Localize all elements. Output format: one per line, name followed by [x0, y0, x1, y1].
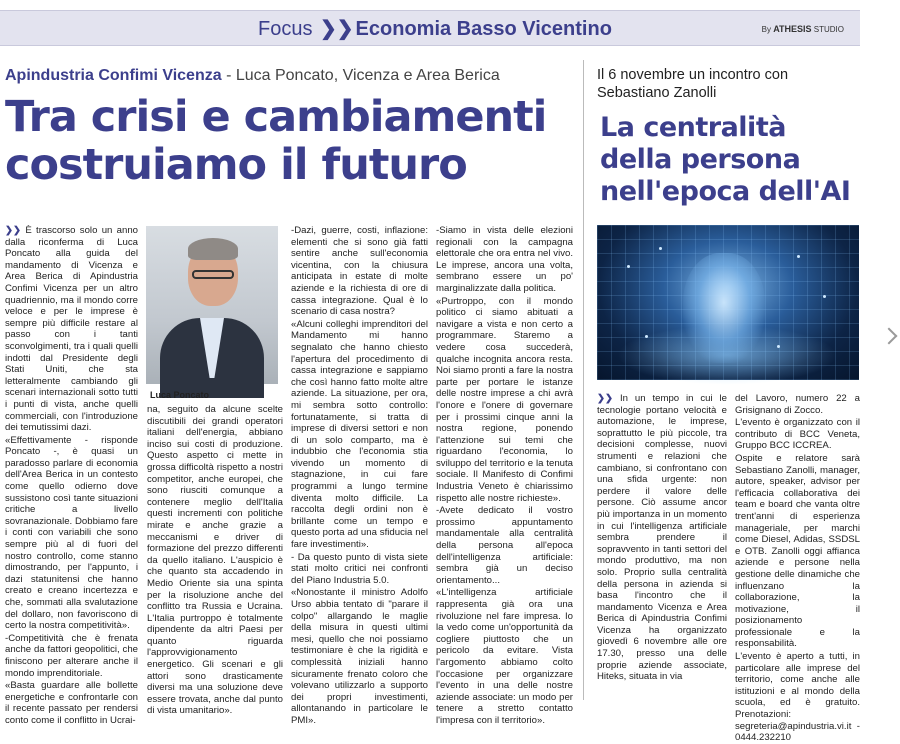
paragraph: L'evento è organizzato con il contributo di BCC Veneta, Gruppo BCC ICCREA. — [735, 417, 860, 452]
photo-caption: Luca Poncato — [150, 390, 210, 400]
paragraph: -Siamo in vista delle elezioni regionali con la campagna elettorale che ora entra nel vivo. Le imprese, ancora una volta, sembrano essere un po' marginalizzate dalla politica. — [436, 225, 573, 294]
light-dot — [797, 255, 800, 258]
photo-glasses — [192, 270, 234, 279]
paragraph: - Da questo punto di vista siete stati molto critici nei confronti del Piano Industria 5.0. — [291, 551, 428, 586]
article-column-2 — [147, 404, 283, 717]
section-name: Economia Basso Vicentino — [355, 18, 612, 40]
arrow-marker-icon: ❯❯ — [597, 393, 614, 404]
sidebar-column-2 — [735, 393, 860, 744]
paragraph: «Alcuni colleghi imprenditori del Mandamento mi hanno segnalato che hanno chiesto l'apertura del procedimento di cassa integrazione e sappiamo che così hanno fatto molte altre aziende. La situazione, per ora, mi sembra sotto controllo: fortunatamente, si tratta di imprese di diversi settori e non di un solo comparto, ma è indubbio che l'economia stia vivendo un momento di stagnazione, in cui fare programmi a lungo termine diventa molto difficile. La raccolta degli ordini non è brillante come un tempo e questo porta ad una sfiducia nel fare investimenti». — [291, 318, 428, 551]
paragraph — [597, 393, 727, 683]
arrow-marker-icon: ❯❯ — [5, 225, 22, 236]
paragraph: Ospite e relatore sarà Sebastiano Zanolli, manager, autore, speaker, advisor per l'efficacia collaborativa dei team e board che vanta oltre trent'anni di esperienza manageriale, per marchi come Diesel, Adidas, SSDSL e OTB. Zanolli oggi affianca aziende e persone nella gestione delle dinamiche che influenzano la collaborazione, la motivazione, il posizionamento professionale e la responsabilità. — [735, 452, 860, 650]
ai-illustration — [597, 225, 859, 380]
article-column-1 — [5, 225, 138, 726]
next-page-chevron-icon[interactable] — [881, 328, 898, 345]
paragraph: na, seguito da alcune scelte discutibili dei grandi operatori italiani dell'energia, abbiano inciso sui costi di produzione. Questo aspetto ci mette in grossa difficoltà rispetto a nostri competitor, anche europei, che sono riusciti comunque a contenere meglio dell'Italia questi incrementi con politiche mirate e anche grazie a meccanismi e driver di formazione del prezzo differenti da quello italiano. L'auspicio è che quanto sta accadendo in Medio Oriente sia una spinta per la risoluzione anche del conflitto tra Russia e Ucraina. L'Italia purtroppo è totalmente dipendente da altri Paesi per quanto riguarda l'approvvigionamento energetico. Gli scenari e gli attori sono drasticamente diversi ma una soluzione deve essere trovata, anche dal punto di vista umanitario». — [147, 404, 283, 717]
digital-face — [683, 253, 765, 363]
focus-label: Focus — [258, 18, 313, 40]
paragraph: «Nonostante il ministro Adolfo Urso abbia tentato di "parare il colpo" allargando le maglie della misura in questi ultimi mesi, quello che noi possiamo testimoniare è che la rigidità e complessità iniziali hanno sicuramente frenato coloro che volevano utilizzarlo a supporto dei propri investimenti, allontanando in particolare le PMI». — [291, 587, 428, 726]
sidebar-title: La centralità della persona nell'epoca dell'AI — [600, 112, 851, 207]
article-kicker — [5, 67, 500, 85]
section-title — [258, 16, 612, 41]
paragraph: «Basta guardare alle bollette energetiche e confrontarle con il recente passato per rendersi conto come il conflitto in Ucrai- — [5, 680, 138, 726]
paragraph-text: È trascorso solo un anno dalla riconferma di Luca Poncato alla guida del mandamento di Vicenza e Area Berica di Apindustria Confimi Vicenza per un altro quadriennio, ma il mondo corre veloce e per le imprese è sempre più difficile restare al passo con i tanti sconvolgimenti, tra i quali quelli indotti dal Presidente degli Stati Uniti, che sta letteralmente cambiando gli scenari internazionali sotto tutti i punti di vista, anche quelli commerciali, con l'introduzione dei temutissimi dazi. — [5, 225, 138, 434]
photo-hair — [188, 238, 238, 260]
paragraph: L'evento è aperto a tutti, in particolare alle imprese del territorio, come anche alle istituzioni e al mondo della scuola, ed è gratuito. Prenotazioni: segreteria@apindustria.vi.it - 0444.232210 — [735, 651, 860, 744]
article-column-3 — [291, 225, 428, 726]
paragraph: -Competitività che è frenata anche da fattori geopolitici, che finiscono per alterare anche il mondo imprenditoriale. — [5, 632, 138, 679]
kicker-people: - Luca Poncato, Vicenza e Area Berica — [221, 67, 500, 84]
paragraph — [5, 225, 138, 434]
studio-by: By — [761, 25, 771, 34]
paragraph: del Lavoro, numero 22 a Grisignano di Zocco. — [735, 393, 860, 416]
portrait-photo — [146, 226, 278, 384]
sidebar-column-1 — [597, 393, 727, 700]
paragraph: «Purtroppo, con il mondo politico ci siamo abituati a navigare a vista e non certo a programmare. Staremo a vedere cosa succederà, qualche incognita ancora resta. Noi siamo pronti a fare la nostra parte per portare le istanze delle nostre imprese a chi avrà l'onore e l'onere di governare per i prossimi cinque anni la nostra regione, ponendo l'attenzione sui temi che riguardano l'economia, lo sviluppo del territorio e la tenuta sociale. Il Manifesto di Confimi Industria Veneto è chiarissimo rispetto alle nostre richieste». — [436, 295, 573, 504]
paragraph-text: In un tempo in cui le tecnologie portano velocità e automazione, le imprese, soprattutto le più piccole, tra decisioni complesse, nuovi strumenti e relazioni che cambiano, si confrontano con una sfida urgente: non perdere il valore delle persone. Ciò assume ancor più importanza in un momento in cui l'intelligenza artificiale sembra prendere il sopravvento in tanti settori del mondo produttivo, ma non solo. Proprio sulla centralità della persona in azienda si basa l'incontro che il mandamento Vicenza e Area Berica di Apindustria Confimi Vicenza ha organizzato giovedì 6 novembre alle ore 17.30, presso una delle proprie aziende associate, Hiteks, situata in via — [597, 393, 727, 683]
light-dot — [659, 247, 662, 250]
paragraph: «Effettivamente - risponde Poncato -, è quasi un paradosso parlare di economia dell'Area Berica in un contesto come quello odierno dove sussistono così tante situazioni critiche a livello sovranazionale. Dobbiamo fare i conti con variabili che sono sempre più al di fuori del nostro controllo, come stanno dimostrando, per l'appunto, i dazi statunitensi che hanno creato e creano incertezza e che, sommati alla svalutazione del dollaro, non favoriscono di certo la nostra competitività». — [5, 434, 138, 632]
column-divider — [583, 60, 584, 700]
paragraph: -Dazi, guerre, costi, inflazione: elementi che si sono già fatti sentire anche sull'economia vicentina, con la chiusura anticipata in estate di molte aziende e la richiesta di ore di cassa integrazione. Qual è lo scenario di casa nostra? — [291, 225, 428, 318]
sidebar-intro: Il 6 novembre un incontro con Sebastiano Zanolli — [597, 67, 789, 101]
light-dot — [823, 295, 826, 298]
studio-suffix: STUDIO — [813, 25, 844, 34]
focus-section-bar — [0, 10, 860, 46]
studio-name: ATHESIS — [773, 24, 812, 34]
light-dot — [645, 335, 648, 338]
publisher-credit — [762, 24, 844, 34]
article-column-4 — [436, 225, 573, 726]
paragraph: «L'intelligenza artificiale rappresenta già ora una rivoluzione nel fare impresa. Io la vedo come un'opportunità da cogliere piuttosto che un pericolo da evitare. Vista l'argomento abbiamo colto l'occasione per organizzare l'evento in una delle nostre aziende associate: un modo per tenere a stretto contatto l'impresa con il territorio». — [436, 587, 573, 726]
paragraph: -Avete dedicato il vostro prossimo appuntamento mandamentale alla centralità della persona all'epoca dell'intelligenza artificiale: sembra già un deciso orientamento... — [436, 505, 573, 586]
light-dot — [627, 265, 630, 268]
double-chevron-icon: ❯❯ — [320, 18, 354, 40]
kicker-organization: Apindustria Confimi Vicenza — [5, 67, 222, 84]
light-dot — [777, 345, 780, 348]
article-headline: Tra crisi e cambiamenti costruiamo il futuro — [5, 92, 547, 190]
